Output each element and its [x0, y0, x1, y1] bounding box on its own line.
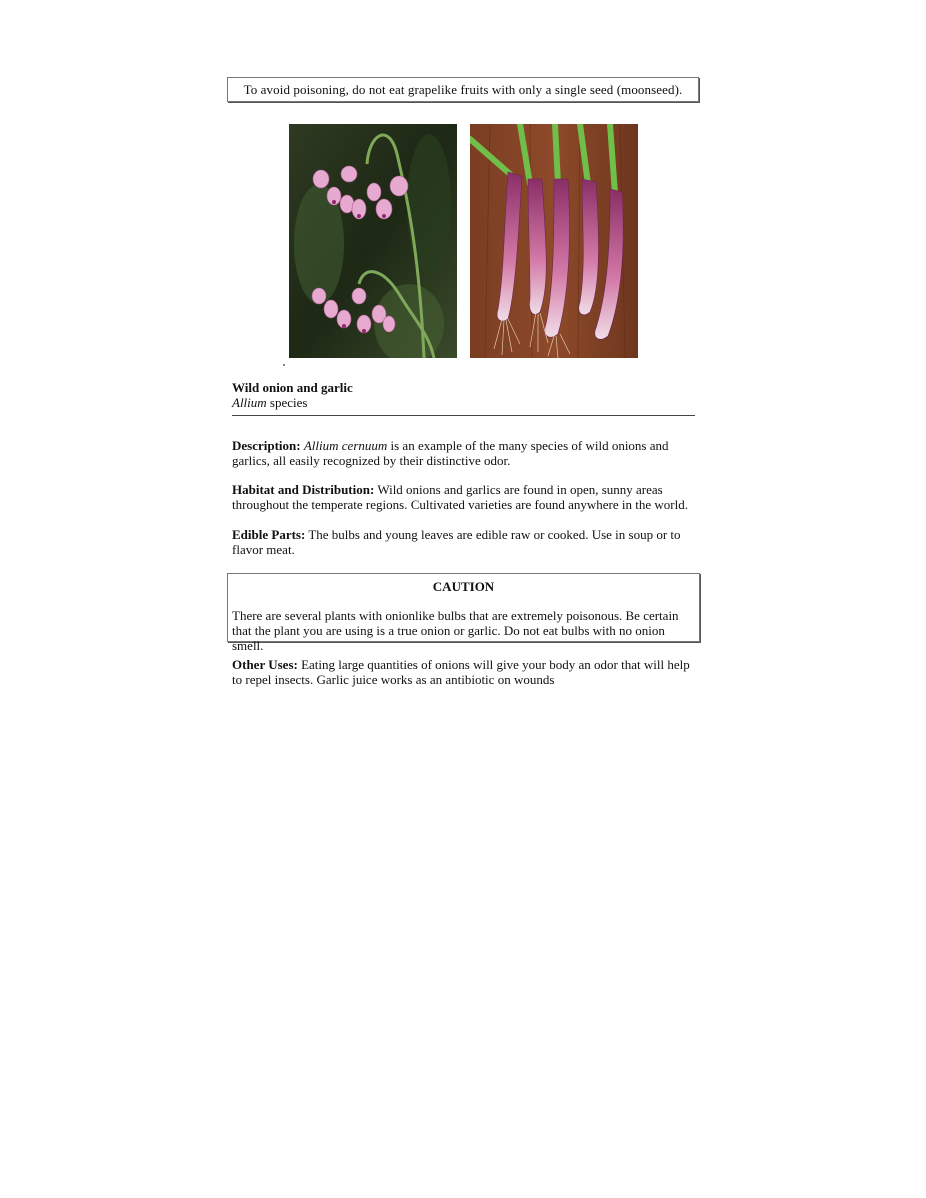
- other-uses-label: Other Uses:: [232, 657, 298, 672]
- divider: [232, 415, 695, 416]
- other-uses-paragraph: [232, 657, 702, 687]
- warning-text: To avoid poisoning, do not eat grapelike fruits with only a single seed (moonseed).: [243, 81, 683, 97]
- genus-suffix: species: [266, 395, 308, 410]
- description-text: is an example of the many species of wild onions and garlics, all easily recognized by their distinctive odor.: [232, 438, 669, 468]
- habitat-label: Habitat and Distribution:: [232, 482, 375, 497]
- edible-label: Edible Parts:: [232, 527, 306, 542]
- plant-common-name: Wild onion and garlic: [232, 380, 353, 395]
- onion-bulbs-photo: [470, 124, 638, 358]
- caution-text: There are several plants with onionlike bulbs that are extremely poisonous. Be certain that the plant you are using is a true onion or garlic. Do not eat bulbs with no onion smell.: [232, 608, 679, 653]
- nodding-onion-flowers-photo: [289, 124, 457, 358]
- habitat-text: Wild onions and garlics are found in open, sunny areas throughout the temperate regions. Cultivated varieties are found anywhere in the world.: [232, 482, 688, 512]
- edible-parts-paragraph: [232, 527, 702, 557]
- edible-text: The bulbs and young leaves are edible raw or cooked. Use in soup or to flavor meat.: [232, 527, 681, 557]
- habitat-paragraph: [232, 482, 702, 512]
- other-uses-text: Eating large quantities of onions will give your body an odor that will help to repel insects. Garlic juice works as an antibiotic on wounds: [232, 657, 690, 687]
- genus-name: Allium: [232, 395, 267, 410]
- description-label: Description:: [232, 438, 301, 453]
- stray-mark: [283, 364, 285, 366]
- description-species: Allium cernuum: [303, 438, 388, 453]
- caution-title: CAUTION: [432, 579, 495, 594]
- description-paragraph: [232, 438, 702, 468]
- warning-box: [227, 77, 699, 102]
- caution-box: [227, 573, 700, 653]
- plant-scientific-name: [232, 395, 307, 411]
